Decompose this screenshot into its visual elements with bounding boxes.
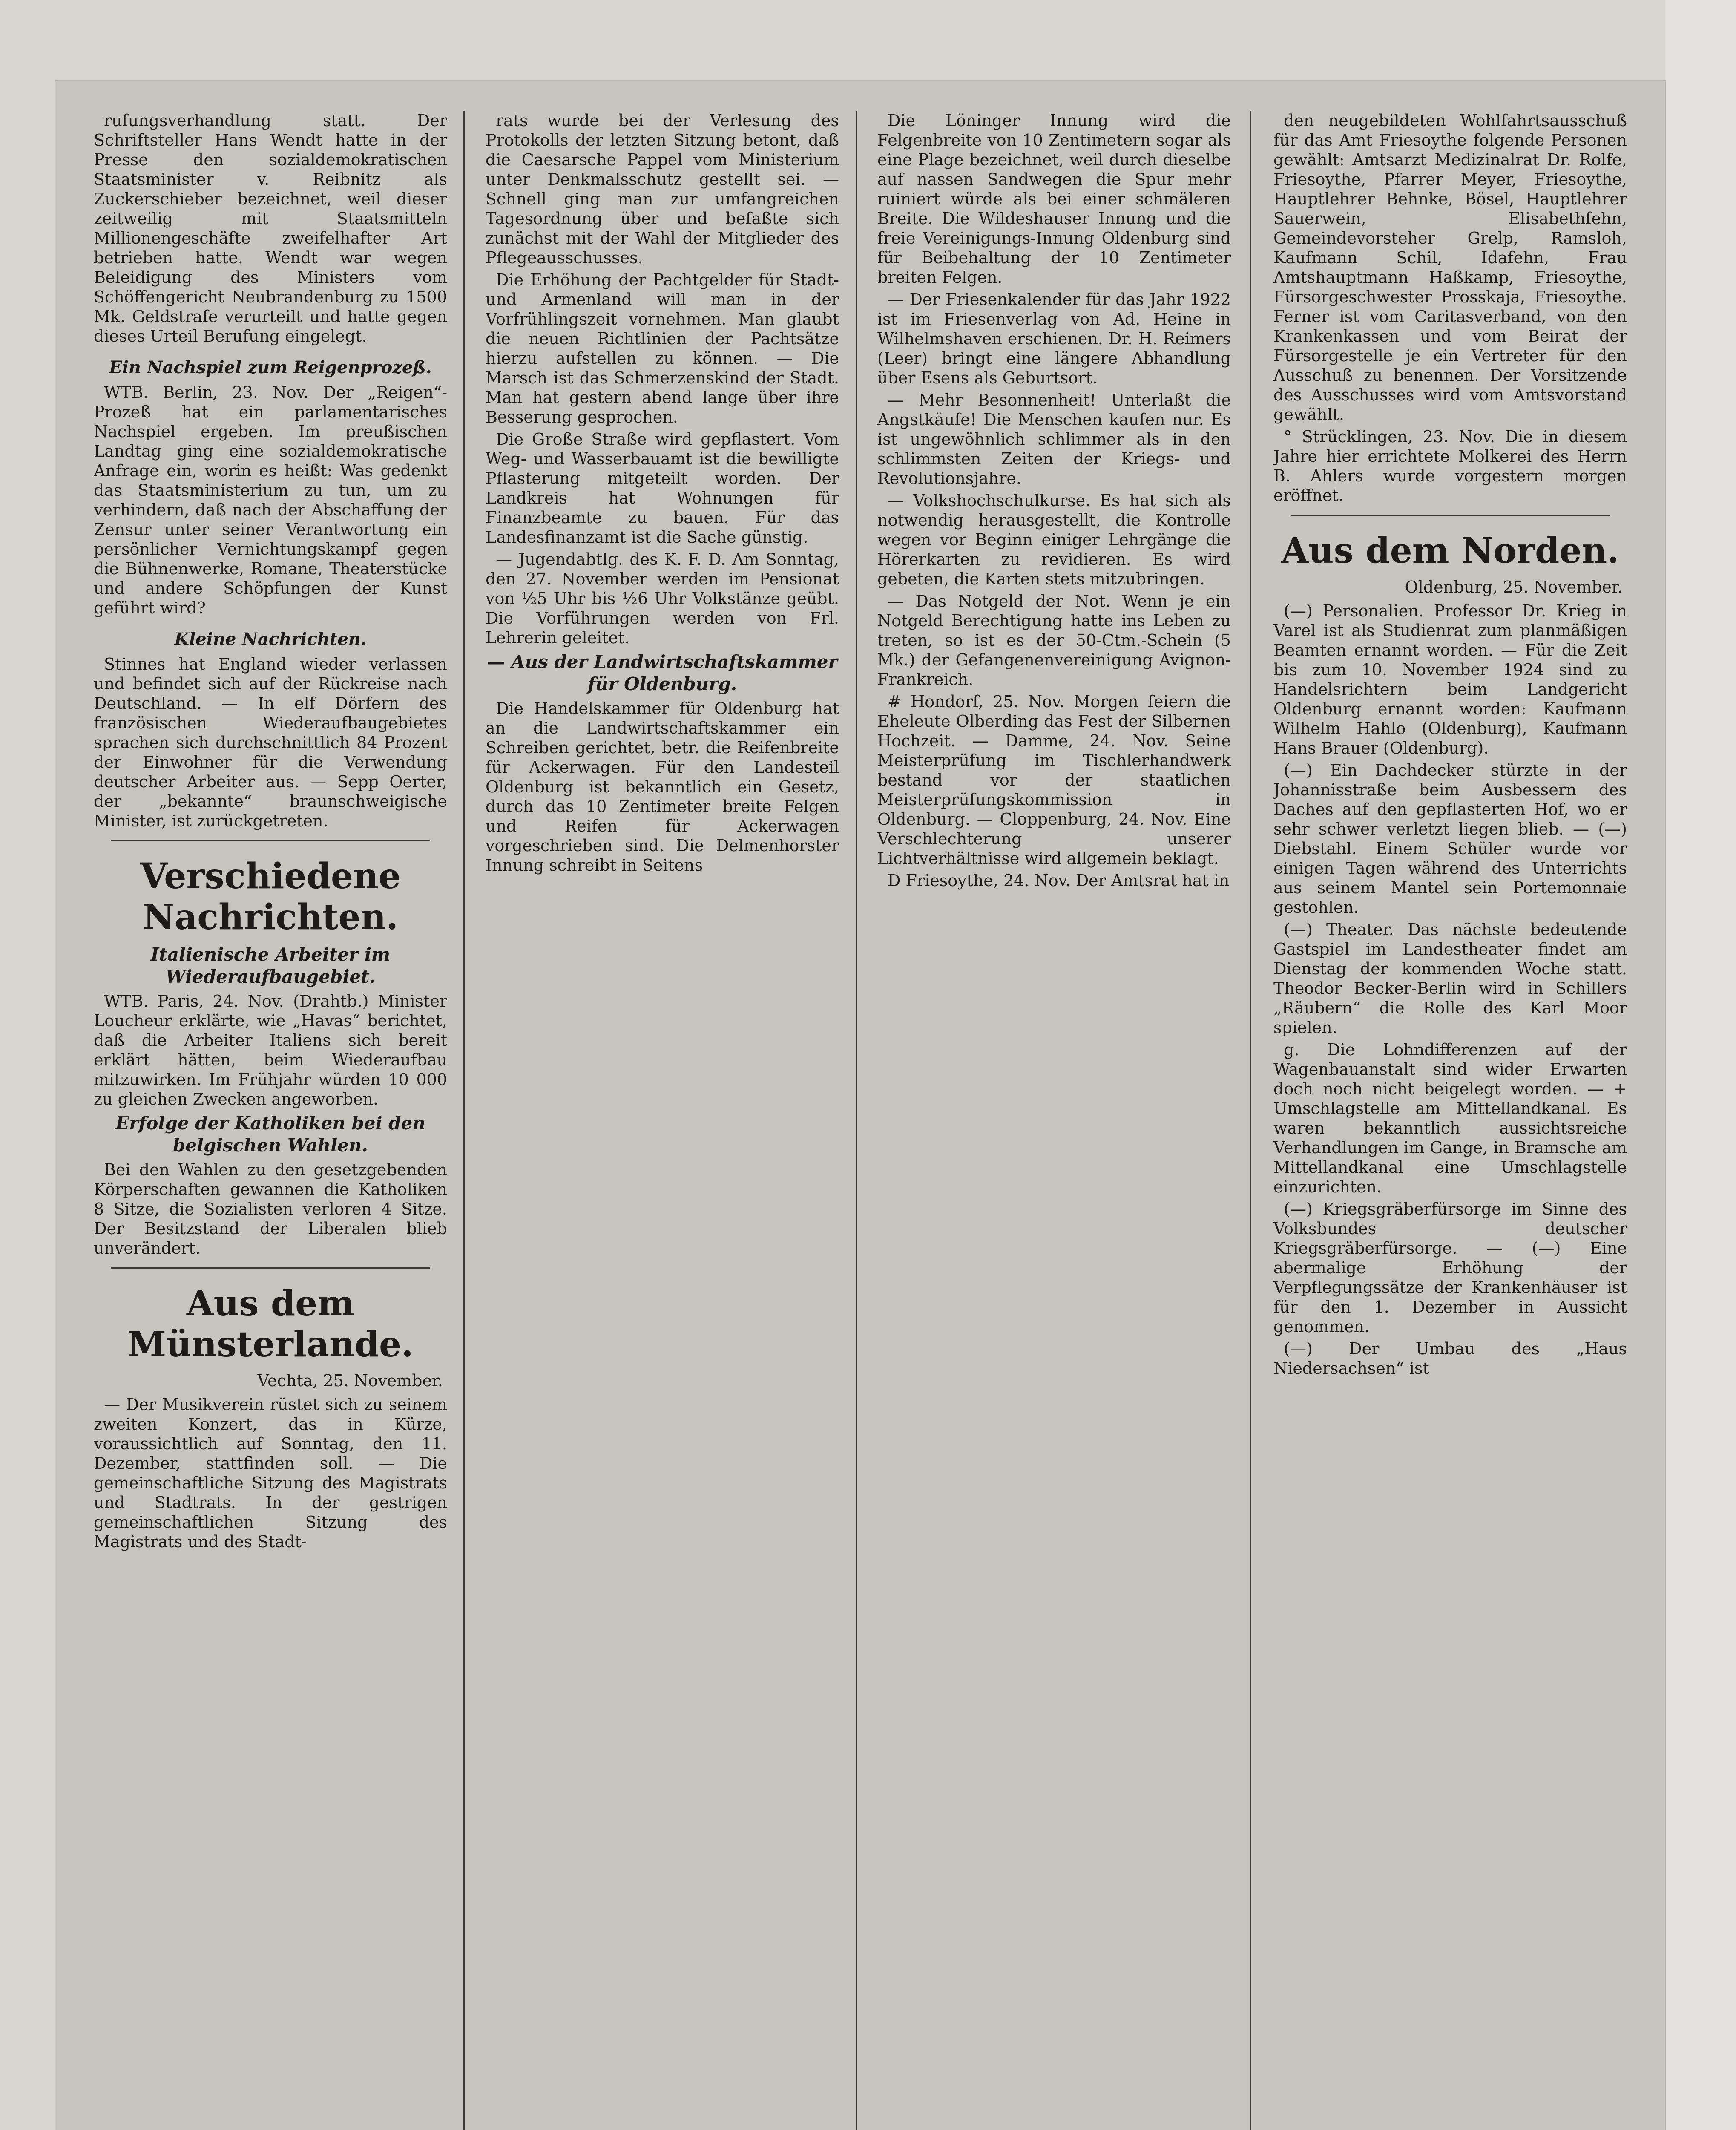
headline-landwirtschaftskammer: — Aus der Landwirtschaftskammer für Oldenburg. — [487, 651, 838, 694]
column-rule — [856, 111, 857, 2130]
article-text: (—) Personalien. Professor Dr. Krieg in Varel ist als Studienrat zum planmäßigen Beamten ernannt worden. — Für die Zeit bis zum 10. November 1924 sind zu Handelsrichtern beim Landgericht Oldenburg ernannt worden: Kaufmann Wilhelm Hahlo (Oldenburg), Kaufmann Hans Brauer (Oldenburg). — [1273, 602, 1627, 757]
article-text: rats wurde bei der Verlesung des Protokolls der letzten Sitzung betont, daß die Caesarsche Pappel vom Ministerium unter Denkmalsschutz gestellt sei. — Schnell ging man zur umfangreichen Tagesordnung über und befaßte sich zunächst mit der Wahl der Mitglieder des Pflegeausschusses. — [486, 111, 839, 267]
article-text: — Mehr Besonnenheit! Unterlaßt die Angstkäufe! Die Menschen kaufen nur. Es ist ungewöhnlich schlimmer als in den schlimmsten Zeiten der Kriegs- und Revolutionsjahre. — [877, 391, 1231, 488]
article-text: g. Die Lohndifferenzen auf der Wagenbauanstalt sind wider Erwarten doch noch nicht beigelegt worden. — + Umschlagstelle am Mittellandkanal. Es waren bekanntlich aussichtsreiche Verhandlungen im Gange, in Bramsche am Mittellandkanal eine Umschlagstelle einzurichten. — [1273, 1040, 1627, 1196]
column-4 — [1273, 111, 1627, 2130]
separator — [1291, 515, 1610, 516]
column-2 — [486, 111, 839, 2130]
article-text: Bei den Wahlen zu den gesetzgebenden Körperschaften gewannen die Katholiken 8 Sitze, die Sozialisten verloren 4 Sitze. Der Besitzstand der Liberalen blieb unverändert. — [94, 1160, 447, 1258]
article-text: rufungsverhandlung statt. Der Schriftsteller Hans Wendt hatte in der Presse den sozialdemokratischen Staatsminister v. Reibnitz als Zuckerschieber bezeichnet, weil dieser zeitweilig mit Staatsmitteln Millionengeschäfte zweifelhafter Art betrieben hatte. Wendt war wegen Beleidigung des Ministers vom Schöffengericht Neubrandenburg zu 1500 Mk. Geldstrafe verurteilt und hatte gegen dieses Urteil Berufung eingelegt. — [94, 111, 447, 345]
column-rule — [463, 111, 465, 2130]
article-text: ° Strücklingen, 23. Nov. Die in diesem Jahre hier errichtete Molkerei des Herrn B. Ahlers wurde vorgestern morgen eröffnet. — [1273, 427, 1627, 505]
article-text: Die Erhöhung der Pachtgelder für Stadt- und Armenland will man in der Vorfrühlingszeit vornehmen. Man glaubt die neuen Richtlinien der Pachtsätze hierzu aufstellen zu können. — Die Marsch ist das Schmerzenskind der Stadt. Man hat gestern abend lange über ihre Besserung gesprochen. — [486, 271, 839, 426]
article-text: Stinnes hat England wieder verlassen und befindet sich auf der Rückreise nach Deutschland. — In elf Dörfern des französischen Wiederaufbaugebietes sprachen sich durchschnittlich 84 Prozent der Einwohner für die Verwendung deutscher Arbeiter aus. — Sepp Oerter, der „bekannte“ braunschweigische Minister, ist zurückgetreten. — [94, 655, 447, 830]
newspaper-page — [55, 81, 1665, 2130]
section-headline-verschiedene: Verschiedene Nachrichten. — [140, 856, 401, 938]
separator — [111, 1267, 430, 1269]
article-text: — Der Musikverein rüstet sich zu seinem zweiten Konzert, das in Kürze, voraussichtlich auf Sonntag, den 11. Dezember, stattfinden soll. — Die gemeinschaftliche Sitzung des Magistrats und Stadtrats. In der gestrigen gemeinschaftlichen Sitzung des Magistrats und des Stadt- — [94, 1395, 447, 1551]
article-text: (—) Kriegsgräberfürsorge im Sinne des Volksbundes deutscher Kriegsgräberfürsorge. — (—) Eine abermalige Erhöhung der Verpflegungssätze der Krankenhäuser ist für den 1. Dezember in Aussicht genommen. — [1273, 1200, 1627, 1336]
headline-erfolge: Erfolge der Katholiken bei den belgischen Wahlen. — [115, 1113, 425, 1156]
article-text: den neugebildeten Wohlfahrtsausschuß für das Amt Friesoythe folgende Personen gewählt: Amtsarzt Medizinalrat Dr. Rolfe, Friesoythe, Pfarrer Meyer, Friesoythe, Hauptlehrer Behnke, Bösel, Hauptlehrer Sauerwein, Elisabethfehn, Gemeindevorsteher Grelp, Ramsloh, Kaufmann Schil, Idafehn, Frau Amtshauptmann Haßkamp, Friesoythe, Fürsorgeschwester Prosskaja, Friesoythe. Ferner ist vom Caritasverband, von den Krankenkassen und vom Beirat der Fürsorgestelle je ein Vertreter für den Ausschuß zu benennen. Der Vorsitzende des Ausschusses wird vom Amtsvorstand gewählt. — [1273, 111, 1627, 424]
article-text: — Das Notgeld der Not. Wenn je ein Notgeld Berechtigung hatte ins Leben zu treten, so ist es der 50-Ctm.-Schein (5 Mk.) der Gefangenenvereinigung Avignon-Frankreich. — [877, 592, 1231, 689]
article-text: Die Große Straße wird gepflastert. Vom Weg- und Wasserbauamt ist die bewilligte Pflasterung mitgeteilt worden. Der Landkreis hat Wohnungen für Finanzbeamte zu bauen. Für das Landesfinanzamt ist die Sache günstig. — [486, 430, 839, 547]
article-text: WTB. Berlin, 23. Nov. Der „Reigen“-Prozeß hat ein parlamentarisches Nachspiel ergeben. Im preußischen Landtag ging eine sozialdemokratische Anfrage ein, worin es heißt: Was gedenkt das Staatsministerium zu tun, um zu verhindern, daß nach der Abschaffung der Zensur unter seiner Verantwortung ein persönlicher Vernichtungskampf gegen die Bühnenwerke, Romane, Theaterstücke und andere Schöpfungen der Kunst geführt wird? — [94, 383, 447, 617]
column-1 — [94, 111, 447, 2130]
section-headline-norden: Aus dem Norden. — [1281, 530, 1619, 571]
article-text: # Hondorf, 25. Nov. Morgen feiern die Eheleute Olberding das Fest der Silbernen Hochzeit. — Damme, 24. Nov. Seine Meisterprüfung im Tischlerhandwerk bestand vor der staatlichen Meisterprüfungskommission in Oldenburg. — Cloppenburg, 24. Nov. Eine Verschlechterung unserer Lichtverhältnisse wird allgemein beklagt. — [877, 692, 1231, 868]
article-text: (—) Der Umbau des „Haus Niedersachsen“ ist — [1273, 1339, 1627, 1378]
article-text: Die Löninger Innung wird die Felgenbreite von 10 Zentimetern sogar als eine Plage bezeichnet, weil durch dieselbe auf nassen Sandwegen die Spur mehr ruiniert würde als bei einer schmäleren Breite. Die Wildeshauser Innung und die freie Vereinigungs-Innung Oldenburg sind für Beibehaltung der 10 Zentimeter breiten Felgen. — [877, 111, 1231, 287]
article-text: (—) Theater. Das nächste bedeutende Gastspiel im Landestheater findet am Dienstag der kommenden Woche statt. Theodor Becker-Berlin wird in Schillers „Räubern“ die Rolle des Karl Moor spielen. — [1273, 920, 1627, 1037]
article-text: — Volkshochschulkurse. Es hat sich als notwendig herausgestellt, die Kontrolle wegen vor Beginn einiger Lehrgänge die Hörerkarten zu revidieren. Es wird gebeten, die Karten stets mitzubringen. — [877, 491, 1231, 588]
column-3 — [877, 111, 1231, 2130]
article-text: (—) Ein Dachdecker stürzte in der Johannisstraße beim Ausbessern des Daches auf den gepflasterten Hof, wo er sehr schwer verletzt liegen blieb. — (—) Diebstahl. Einem Schüler wurde vor einigen Tagen während des Unterrichts aus seinem Mantel sein Portemonnaie gestohlen. — [1273, 761, 1627, 917]
section-headline-muensterlande: Aus dem Münsterlande. — [127, 1283, 414, 1365]
dateline: Vechta, 25. November. — [257, 1371, 443, 1390]
article-text: — Jugendabtlg. des K. F. D. Am Sonntag, den 27. November werden im Pensionat von ½5 Uhr bis ½6 Uhr Volkstänze geübt. Die Vorführungen werden von Frl. Lehrerin geleitet. — [486, 550, 839, 647]
headline-kleine-nachrichten: Kleine Nachrichten. — [174, 629, 367, 649]
article-text: Die Handelskammer für Oldenburg hat an die Landwirtschaftskammer ein Schreiben gerichtet, betr. die Reifenbreite für Ackerwagen. Für den Landesteil Oldenburg ist bekanntlich ein Gesetz, durch das 10 Zentimeter breite Felgen und Reifen für Ackerwagen vorgeschrieben sind. Die Delmenhorster Innung schreibt in Seitens — [486, 699, 839, 875]
dateline: Oldenburg, 25. November. — [1405, 578, 1623, 596]
headline-nachspiel: Ein Nachspiel zum Reigenprozeß. — [109, 357, 432, 377]
page-edge — [1665, 0, 1736, 2130]
article-text: D Friesoythe, 24. Nov. Der Amtsrat hat in — [888, 871, 1230, 890]
headline-italienische: Italienische Arbeiter im Wiederaufbaugebiet. — [150, 944, 391, 987]
column-rule — [1250, 111, 1251, 2130]
article-text: — Der Friesenkalender für das Jahr 1922 ist im Friesenverlag von Ad. Heine in Wilhelmshaven erschienen. Dr. H. Reimers (Leer) bringt eine längere Abhandlung über Esens als Geburtsort. — [877, 290, 1231, 387]
separator — [111, 840, 430, 841]
article-text: WTB. Paris, 24. Nov. (Drahtb.) Minister Loucheur erklärte, wie „Havas“ berichtet, daß die Arbeiter Italiens sich bereit erklärt hätten, beim Wiederaufbau mitzuwirken. Im Frühjahr würden 10 000 zu gleichen Zwecken angeworben. — [94, 992, 447, 1108]
